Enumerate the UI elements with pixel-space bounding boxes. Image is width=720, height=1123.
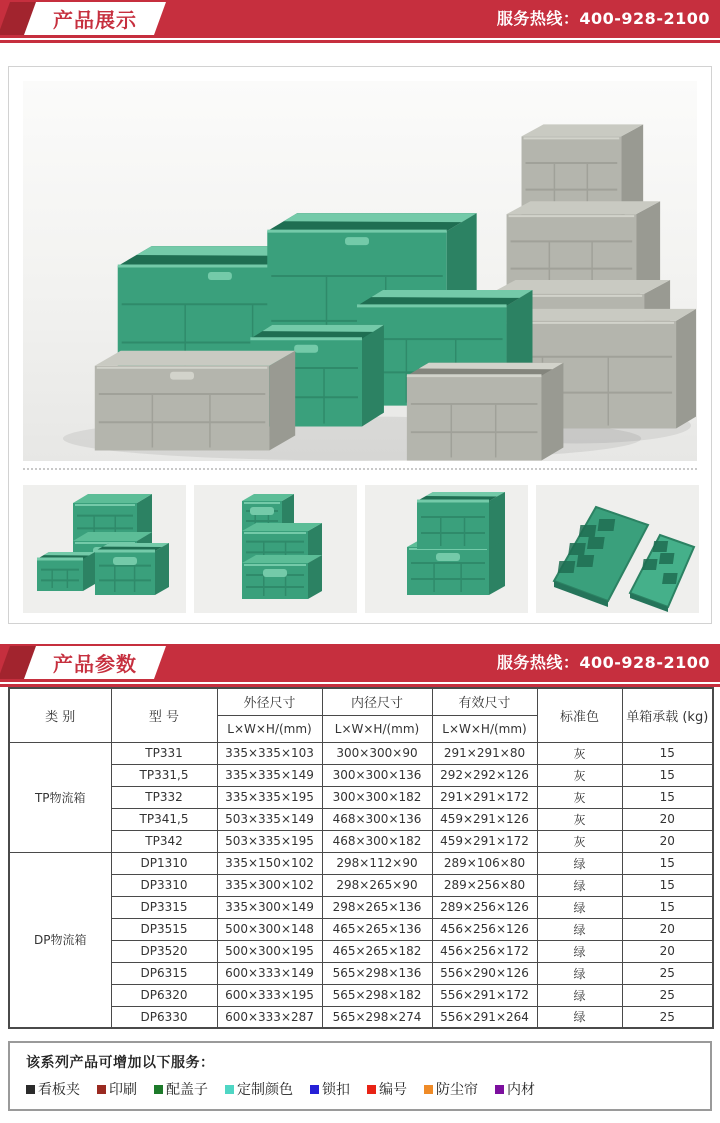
table-row <box>9 852 713 874</box>
table-row <box>9 830 713 852</box>
value-cell: 459×291×172 <box>432 830 537 852</box>
value-cell: 500×300×148 <box>217 918 322 940</box>
value-cell: 335×335×103 <box>217 742 322 764</box>
service-bullet-square <box>154 1085 163 1094</box>
service-label: 防尘帘 <box>436 1082 478 1098</box>
table-row <box>9 984 713 1006</box>
table-row <box>9 940 713 962</box>
section-title-badge <box>24 2 166 35</box>
value-cell: 15 <box>622 852 713 874</box>
value-cell: 20 <box>622 940 713 962</box>
service-label: 配盖子 <box>166 1082 208 1098</box>
thumbnail-3-image <box>365 485 528 613</box>
value-cell: 289×256×126 <box>432 896 537 918</box>
table-row <box>9 896 713 918</box>
value-cell: 灰 <box>537 742 622 764</box>
service-bullet-square <box>225 1085 234 1094</box>
value-cell: 灰 <box>537 786 622 808</box>
hero-product-photo <box>23 81 697 461</box>
value-cell: 绿 <box>537 984 622 1006</box>
col-header-model: 型 号 <box>111 688 217 742</box>
value-cell: 绿 <box>537 940 622 962</box>
value-cell: 绿 <box>537 1006 622 1028</box>
service-item <box>367 1079 407 1099</box>
value-cell: 556×291×172 <box>432 984 537 1006</box>
product-display-panel <box>8 66 712 624</box>
service-item <box>495 1079 535 1099</box>
value-cell: 绿 <box>537 918 622 940</box>
service-item <box>26 1079 80 1099</box>
value-cell: DP1310 <box>111 852 217 874</box>
service-label: 看板夹 <box>38 1082 80 1098</box>
services-list <box>26 1079 694 1099</box>
thumbnail-strip <box>23 485 697 613</box>
value-cell: 289×256×80 <box>432 874 537 896</box>
service-item <box>225 1079 293 1099</box>
value-cell: 500×300×195 <box>217 940 322 962</box>
hero-crates-illustration <box>23 81 697 461</box>
table-row <box>9 918 713 940</box>
value-cell: 绿 <box>537 896 622 918</box>
value-cell: 20 <box>622 830 713 852</box>
service-item <box>424 1079 478 1099</box>
value-cell: 600×333×287 <box>217 1006 322 1028</box>
value-cell: 15 <box>622 764 713 786</box>
value-cell: 600×333×149 <box>217 962 322 984</box>
service-item <box>310 1079 350 1099</box>
value-cell: 600×333×195 <box>217 984 322 1006</box>
col-header-effective-size: 有效尺寸 <box>432 688 537 715</box>
display-section-header <box>0 0 720 38</box>
value-cell: 灰 <box>537 808 622 830</box>
value-cell: 335×150×102 <box>217 852 322 874</box>
value-cell: 灰 <box>537 764 622 786</box>
value-cell: 503×335×149 <box>217 808 322 830</box>
value-cell: 20 <box>622 808 713 830</box>
value-cell: 456×256×126 <box>432 918 537 940</box>
value-cell: 300×300×136 <box>322 764 432 786</box>
col-header-inner-size: 内径尺寸 <box>322 688 432 715</box>
value-cell: 465×265×136 <box>322 918 432 940</box>
value-cell: 15 <box>622 896 713 918</box>
table-row <box>9 764 713 786</box>
section-title-badge <box>24 646 166 679</box>
col-header-category: 类 别 <box>9 688 111 742</box>
value-cell: 335×335×195 <box>217 786 322 808</box>
table-row <box>9 962 713 984</box>
value-cell: DP6315 <box>111 962 217 984</box>
service-bullet-square <box>495 1085 504 1094</box>
table-row <box>9 874 713 896</box>
value-cell: TP331 <box>111 742 217 764</box>
thumbnail-4-image <box>536 485 699 613</box>
dim-unit-inner: L×W×H/(mm) <box>322 715 432 742</box>
section-title: 产品参数 <box>53 652 137 676</box>
value-cell: 绿 <box>537 874 622 896</box>
service-label: 定制颜色 <box>237 1082 293 1098</box>
service-bullet-square <box>26 1085 35 1094</box>
value-cell: 15 <box>622 742 713 764</box>
value-cell: 绿 <box>537 852 622 874</box>
value-cell: DP6320 <box>111 984 217 1006</box>
thumbnail-3[interactable] <box>365 485 528 613</box>
service-label: 编号 <box>379 1082 407 1098</box>
value-cell: 15 <box>622 786 713 808</box>
value-cell: 565×298×182 <box>322 984 432 1006</box>
col-header-load: 单箱承载 (kg) <box>622 688 713 742</box>
value-cell: 25 <box>622 984 713 1006</box>
value-cell: 298×265×136 <box>322 896 432 918</box>
service-item <box>154 1079 208 1099</box>
value-cell: 335×300×102 <box>217 874 322 896</box>
value-cell: 25 <box>622 1006 713 1028</box>
value-cell: TP341,5 <box>111 808 217 830</box>
thumbnail-1[interactable] <box>23 485 186 613</box>
value-cell: TP332 <box>111 786 217 808</box>
value-cell: DP6330 <box>111 1006 217 1028</box>
service-hotline: 服务热线：400-928-2100 <box>496 653 710 672</box>
extra-services-panel <box>8 1041 712 1111</box>
value-cell: DP3515 <box>111 918 217 940</box>
table-header-row-1 <box>9 688 713 715</box>
table-row <box>9 786 713 808</box>
services-title: 该系列产品可增加以下服务： <box>26 1055 215 1071</box>
col-header-standard-color: 标准色 <box>537 688 622 742</box>
product-parameters-table <box>8 687 714 1029</box>
value-cell: 20 <box>622 918 713 940</box>
value-cell: 298×112×90 <box>322 852 432 874</box>
service-label: 内材 <box>507 1082 535 1098</box>
value-cell: 291×291×172 <box>432 786 537 808</box>
value-cell: 465×265×182 <box>322 940 432 962</box>
value-cell: DP3520 <box>111 940 217 962</box>
value-cell: 565×298×136 <box>322 962 432 984</box>
service-label: 印刷 <box>109 1082 137 1098</box>
value-cell: DP3315 <box>111 896 217 918</box>
value-cell: 556×290×126 <box>432 962 537 984</box>
value-cell: 292×292×126 <box>432 764 537 786</box>
service-bullet-square <box>310 1085 319 1094</box>
col-header-outer-size: 外径尺寸 <box>217 688 322 715</box>
value-cell: 15 <box>622 874 713 896</box>
dim-unit-effective: L×W×H/(mm) <box>432 715 537 742</box>
thumbnail-2[interactable] <box>194 485 357 613</box>
table-row <box>9 742 713 764</box>
value-cell: 565×298×274 <box>322 1006 432 1028</box>
service-item <box>97 1079 137 1099</box>
value-cell: 503×335×195 <box>217 830 322 852</box>
value-cell: 556×291×264 <box>432 1006 537 1028</box>
service-bullet-square <box>424 1085 433 1094</box>
section-title: 产品展示 <box>53 8 137 32</box>
value-cell: 绿 <box>537 962 622 984</box>
value-cell: TP342 <box>111 830 217 852</box>
value-cell: 300×300×90 <box>322 742 432 764</box>
service-bullet-square <box>367 1085 376 1094</box>
value-cell: 335×300×149 <box>217 896 322 918</box>
category-cell: TP物流箱 <box>9 742 111 852</box>
value-cell: 456×256×172 <box>432 940 537 962</box>
thumbnail-1-image <box>23 485 186 613</box>
value-cell: TP331,5 <box>111 764 217 786</box>
value-cell: 291×291×80 <box>432 742 537 764</box>
value-cell: 335×335×149 <box>217 764 322 786</box>
value-cell: 298×265×90 <box>322 874 432 896</box>
category-cell: DP物流箱 <box>9 852 111 1028</box>
thumbnail-4[interactable] <box>536 485 699 613</box>
value-cell: 25 <box>622 962 713 984</box>
value-cell: 459×291×126 <box>432 808 537 830</box>
value-cell: 灰 <box>537 830 622 852</box>
value-cell: 468×300×182 <box>322 830 432 852</box>
table-row <box>9 1006 713 1028</box>
dim-unit-outer: L×W×H/(mm) <box>217 715 322 742</box>
service-hotline: 服务热线：400-928-2100 <box>496 9 710 28</box>
photo-thumbs-divider <box>23 468 697 470</box>
params-section-header <box>0 644 720 682</box>
value-cell: 300×300×182 <box>322 786 432 808</box>
service-bullet-square <box>97 1085 106 1094</box>
service-label: 锁扣 <box>322 1082 350 1098</box>
table-row <box>9 808 713 830</box>
value-cell: DP3310 <box>111 874 217 896</box>
thumbnail-2-image <box>194 485 357 613</box>
value-cell: 289×106×80 <box>432 852 537 874</box>
value-cell: 468×300×136 <box>322 808 432 830</box>
header-underline <box>0 40 720 43</box>
